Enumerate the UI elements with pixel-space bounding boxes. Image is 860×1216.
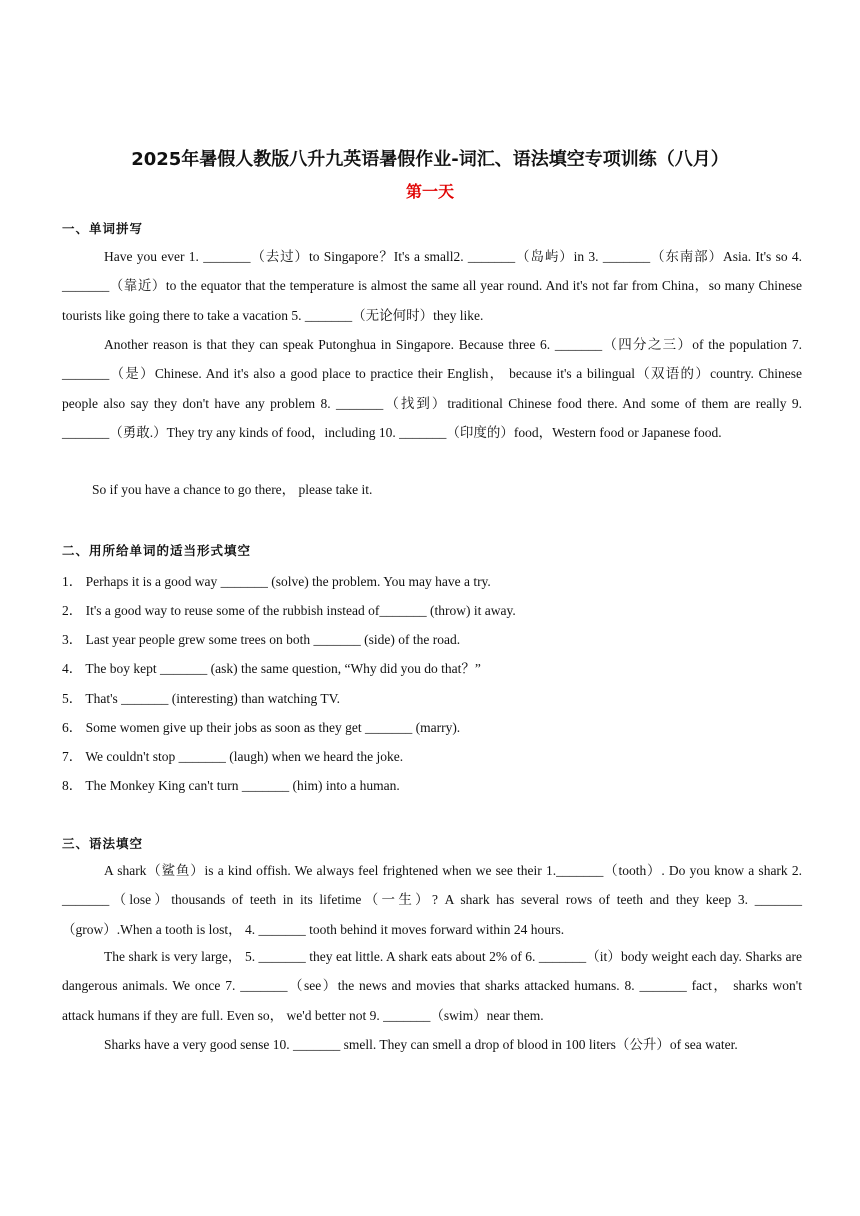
section-heading-grammar-cloze: 三、语法填空 bbox=[62, 836, 144, 851]
page-title: 2025年暑假人教版八升九英语暑假作业-词汇、语法填空专项训练（八月） bbox=[131, 149, 729, 170]
exercise-item: 5． That's _______ (interesting) than watching TV. bbox=[62, 691, 341, 706]
paragraph-text: So if you have a chance to go there， please take it. bbox=[92, 482, 373, 497]
paragraph-text: Another reason is that they can speak Putonghua in Singapore. Because three 6. _______（四分之三）of the population 7. _______（是）Chinese. And it's also a good place to practice their English， because it's a bilingual（双语的）country. Chinese people also say they don't have any problem 8. _______（找到）traditional Chinese food there. And some of them are really 9. _______（勇敢.）They try any kinds of food，including 10. _______（印度的）food，Western food or Japanese food. bbox=[62, 337, 802, 440]
passage-paragraph bbox=[62, 942, 802, 1030]
passage-paragraph bbox=[62, 242, 802, 330]
day-heading: 第一天 bbox=[405, 182, 454, 201]
exercise-item: 8． The Monkey King can't turn _______ (him) into a human. bbox=[62, 778, 400, 793]
exercise-item: 7． We couldn't stop _______ (laugh) when we heard the joke. bbox=[62, 749, 404, 764]
passage-paragraph bbox=[62, 475, 802, 504]
exercise-item: 2． It's a good way to reuse some of the rubbish instead of_______ (throw) it away. bbox=[62, 603, 516, 618]
paragraph-text: Sharks have a very good sense 10. _______ smell. They can smell a drop of blood in 100 liters（公升）of sea water. bbox=[104, 1037, 738, 1052]
paragraph-text: Have you ever 1. _______（去过）to Singapore？It's a small2. _______（岛屿）in 3. _______（东南部）Asia. It's so 4. _______（靠近）to the equator that the temperature is almost the same all year round. And it's not far from China，so many Chinese tourists like going there to take a vacation 5. _______（无论何时）they like. bbox=[62, 249, 802, 323]
paragraph-text: The shark is very large， 5. _______ they eat little. A shark eats about 2% of 6. _______（it）body weight each day. Sharks are dangerous animals. We once 7. _______（see）the news and movies that sharks attacked humans. 8. _______ fact， sharks won't attack humans if they are full. Even so， we'd better not 9. _______（swim）near them. bbox=[62, 949, 802, 1023]
exercise-item: 4． The boy kept _______ (ask) the same question, “Why did you do that？” bbox=[62, 661, 481, 676]
passage-paragraph bbox=[62, 856, 802, 944]
paragraph-text: A shark（鲨鱼）is a kind offish. We always feel frightened when we see their 1._______（tooth）. Do you know a shark 2. _______（lose）thousands of teeth in its lifetime（一生）? A shark has several rows of teeth and they keep 3. _______（grow）.When a tooth is lost， 4. _______ tooth behind it moves forward within 24 hours. bbox=[62, 863, 802, 937]
passage-paragraph bbox=[62, 1030, 802, 1059]
exercise-item: 1． Perhaps it is a good way _______ (solve) the problem. You may have a try. bbox=[62, 574, 491, 589]
passage-paragraph bbox=[62, 330, 802, 447]
section-heading-word-forms: 二、用所给单词的适当形式填空 bbox=[62, 543, 252, 558]
section-heading-word-spelling: 一、单词拼写 bbox=[62, 221, 144, 236]
exercise-item: 6． Some women give up their jobs as soon as they get _______ (marry). bbox=[62, 720, 461, 735]
exercise-item: 3． Last year people grew some trees on both _______ (side) of the road. bbox=[62, 632, 461, 647]
